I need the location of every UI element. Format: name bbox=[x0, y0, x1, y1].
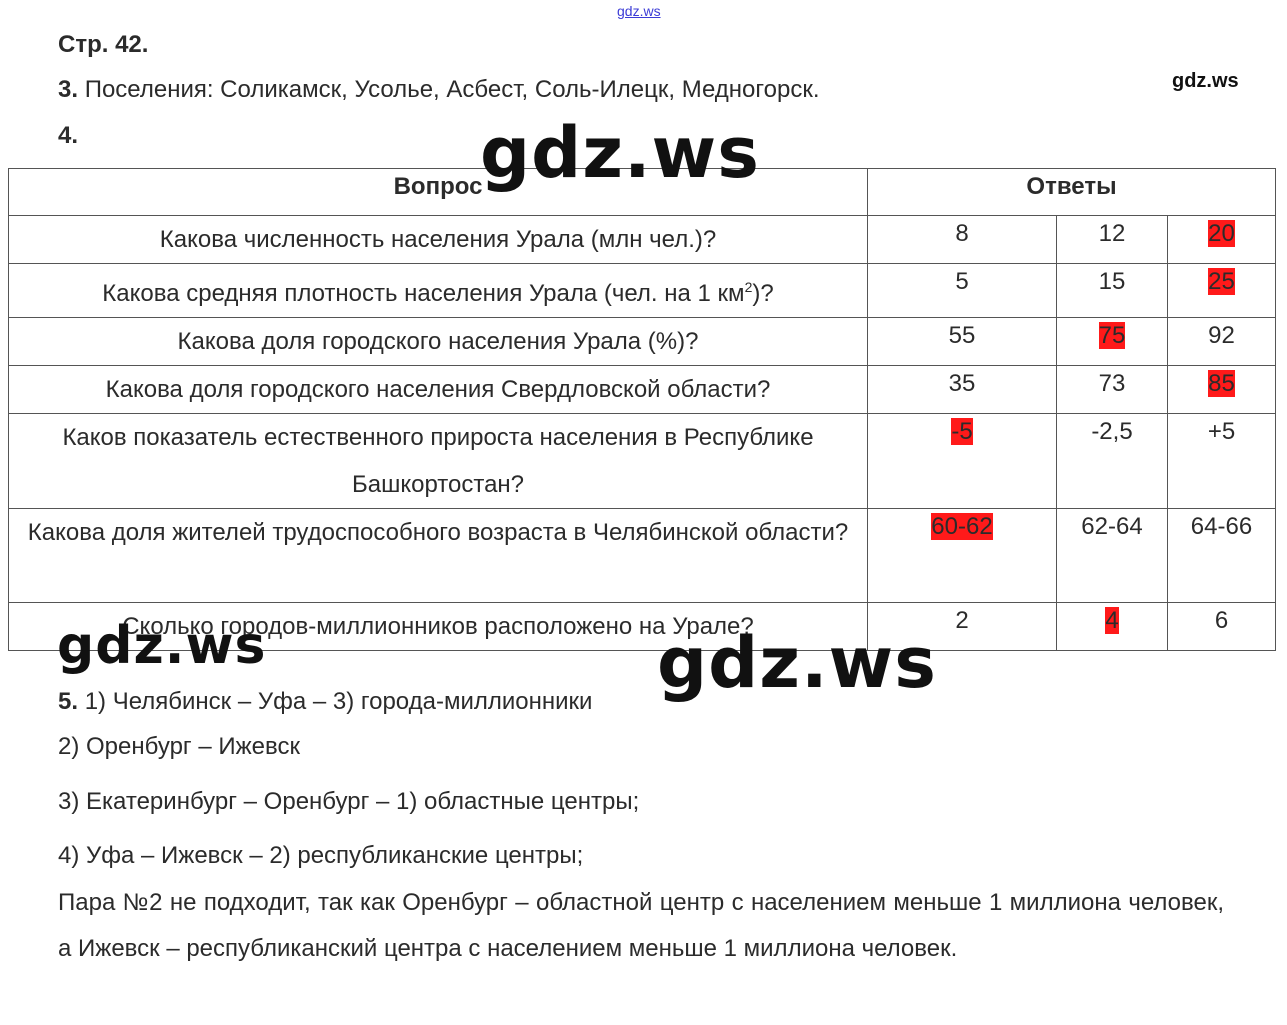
task-5-line-1 bbox=[58, 688, 592, 716]
question-superscript: 2 bbox=[744, 279, 753, 295]
task-5-note: Пара №2 не подходит, так как Оренбург – областной центр с населением меньше 1 миллиона человек, а Ижевск – республиканский центра с населением меньше 1 миллиона человек. bbox=[58, 889, 1224, 962]
answer-cell bbox=[1057, 318, 1168, 366]
answer-value-highlighted: 85 bbox=[1208, 370, 1235, 397]
watermark-big-table: gdz.ws bbox=[480, 112, 760, 194]
table-row bbox=[9, 414, 1276, 509]
task-3-number: 3. bbox=[58, 76, 79, 103]
answer-cell bbox=[1168, 318, 1276, 366]
question-cell: Какова доля жителей трудоспособного возраста в Челябинской области? bbox=[9, 509, 868, 603]
answer-value-highlighted: 75 bbox=[1098, 322, 1126, 349]
answer-cell bbox=[1168, 216, 1276, 264]
answer-value-highlighted: 20 bbox=[1208, 220, 1235, 247]
answer-value: 8 bbox=[955, 220, 969, 247]
answer-cell bbox=[1168, 603, 1276, 651]
answer-value-highlighted: 4 bbox=[1105, 607, 1119, 634]
table-row bbox=[9, 264, 1276, 318]
answer-value: 73 bbox=[1098, 370, 1126, 397]
answer-cell bbox=[1057, 509, 1168, 603]
task-5-line-3: 3) Екатеринбург – Оренбург – 1) областные центры; bbox=[58, 788, 640, 815]
answer-cell bbox=[868, 414, 1057, 509]
answer-cell bbox=[1168, 414, 1276, 509]
answer-cell bbox=[1168, 366, 1276, 414]
question-cell: Какова доля городского населения Урала (%)? bbox=[9, 318, 868, 366]
answer-value: 35 bbox=[948, 370, 976, 397]
answer-value: 55 bbox=[948, 322, 976, 349]
answer-cell bbox=[1057, 414, 1168, 509]
answer-cell bbox=[868, 366, 1057, 414]
watermark-big-left: gdz.ws bbox=[57, 616, 267, 676]
answer-cell bbox=[868, 318, 1057, 366]
task-5-text: 1) Челябинск – Уфа – 3) города-миллионники bbox=[84, 688, 593, 715]
answer-value-highlighted: -5 bbox=[951, 418, 973, 445]
question-cell: Какова доля городского населения Свердловской области? bbox=[9, 366, 868, 414]
answer-cell bbox=[1168, 264, 1276, 318]
task-4-number: 4. bbox=[58, 122, 79, 149]
answer-value: 64-66 bbox=[1190, 513, 1253, 540]
answer-cell bbox=[1057, 264, 1168, 318]
answer-cell bbox=[868, 509, 1057, 603]
task-3-text: Поселения: Соликамск, Усолье, Асбест, Соль-Илецк, Медногорск. bbox=[84, 76, 820, 103]
answer-value: 62-64 bbox=[1081, 513, 1143, 540]
answer-value-highlighted: 25 bbox=[1208, 268, 1235, 295]
watermark-big-right: gdz.ws bbox=[657, 622, 937, 704]
answer-value: 2 bbox=[955, 607, 969, 634]
question-cell bbox=[9, 264, 868, 318]
answer-value-highlighted: 60-62 bbox=[931, 513, 993, 540]
question-cell: Сколько городов-миллионников расположено на Урале? bbox=[9, 603, 868, 651]
answer-value: 15 bbox=[1098, 268, 1126, 295]
table-row bbox=[9, 509, 1276, 603]
header-answers: Ответы bbox=[868, 169, 1276, 216]
answer-value: -2,5 bbox=[1091, 418, 1133, 445]
question-text: Какова средняя плотность населения Урала (чел. на 1 км bbox=[102, 280, 745, 307]
answer-value: 6 bbox=[1214, 607, 1229, 634]
watermark-small: gdz.ws bbox=[1172, 70, 1239, 92]
answer-value: 92 bbox=[1208, 322, 1235, 349]
question-text-end: )? bbox=[752, 280, 774, 307]
question-cell: Каков показатель естественного прироста населения в Республике Башкортостан? bbox=[9, 414, 868, 509]
task-5-line-4: 4) Уфа – Ижевск – 2) республиканские центры; bbox=[58, 842, 584, 869]
task-5-number: 5. bbox=[58, 688, 79, 715]
answer-cell bbox=[868, 264, 1057, 318]
answer-cell bbox=[868, 216, 1057, 264]
answer-value: +5 bbox=[1207, 418, 1236, 445]
page-ref: Стр. 42. bbox=[58, 31, 149, 58]
table-row bbox=[9, 366, 1276, 414]
answer-value: 5 bbox=[955, 268, 969, 295]
header-question: Вопрос bbox=[9, 169, 868, 216]
task-3 bbox=[58, 76, 820, 104]
answer-cell bbox=[1057, 603, 1168, 651]
answer-cell bbox=[1057, 366, 1168, 414]
answer-cell bbox=[1057, 216, 1168, 264]
task-5-line-2: 2) Оренбург – Ижевск bbox=[58, 733, 300, 760]
questions-table bbox=[8, 168, 1276, 651]
answer-value: 12 bbox=[1098, 220, 1126, 247]
answer-cell bbox=[1168, 509, 1276, 603]
question-cell: Какова численность населения Урала (млн чел.)? bbox=[9, 216, 868, 264]
table-row bbox=[9, 318, 1276, 366]
top-watermark: gdz.ws bbox=[617, 3, 661, 19]
table-row bbox=[9, 216, 1276, 264]
